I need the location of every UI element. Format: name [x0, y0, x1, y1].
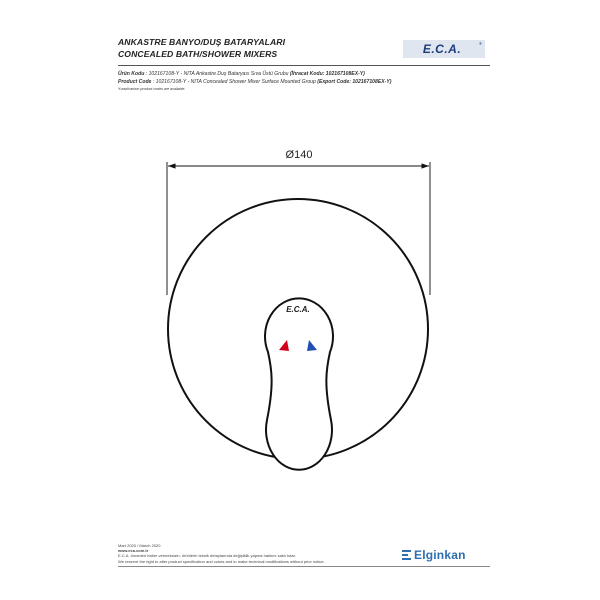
elginkan-logo	[402, 548, 466, 562]
footer-date: Mart 2020 / March 2020	[118, 543, 161, 548]
product-code-en-export: (Export Code: 102167108EX-Y)	[317, 79, 392, 86]
footer-notice-english: We reserve the right to alter product specification and colors and to make technical modifications without prior notice.	[118, 558, 325, 564]
title-english: CONCEALED BATH/SHOWER MIXERS	[118, 49, 278, 59]
mixer-handle	[265, 298, 333, 469]
product-code-note: *Lead/carbon product codes are available.	[118, 86, 186, 91]
elginkan-mark-icon	[402, 550, 411, 560]
product-code-tr-label: Ürün Kodu	[118, 71, 145, 77]
footer-website: www.eca.com.tr	[118, 548, 149, 554]
eca-logo-trademark: ®	[479, 41, 482, 46]
elginkan-brand-name: Elginkan	[414, 548, 466, 562]
handle-logo: E.C.A.	[286, 305, 310, 314]
title-turkish: ANKASTRE BANYO/DUŞ BATARYALARI	[118, 37, 286, 47]
footer-divider	[118, 566, 490, 567]
product-code-en-label: Product Code	[118, 79, 152, 86]
dimension-label: Ø140	[285, 149, 313, 161]
footer-notice-turkish: E.C.A. önceden haber vermeksizin, ürünlerin teknik detaylarında değişiklik yapma hakkını saklı tutar.	[118, 553, 296, 559]
product-code-tr-export: (İhracat Kodu: 102167108EX-Y)	[289, 71, 365, 77]
product-code-tr-text: : 102167108-Y - NITA Ankastre Duş Bataryası Sıva Üstü Grubu	[145, 71, 289, 77]
product-code-en-text: : 102167108-Y - NITA Concealed Shower Mixer Surface Mounted Group	[152, 79, 316, 86]
document-footer	[118, 543, 418, 564]
eca-logo-text: E.C.A.	[422, 42, 462, 56]
